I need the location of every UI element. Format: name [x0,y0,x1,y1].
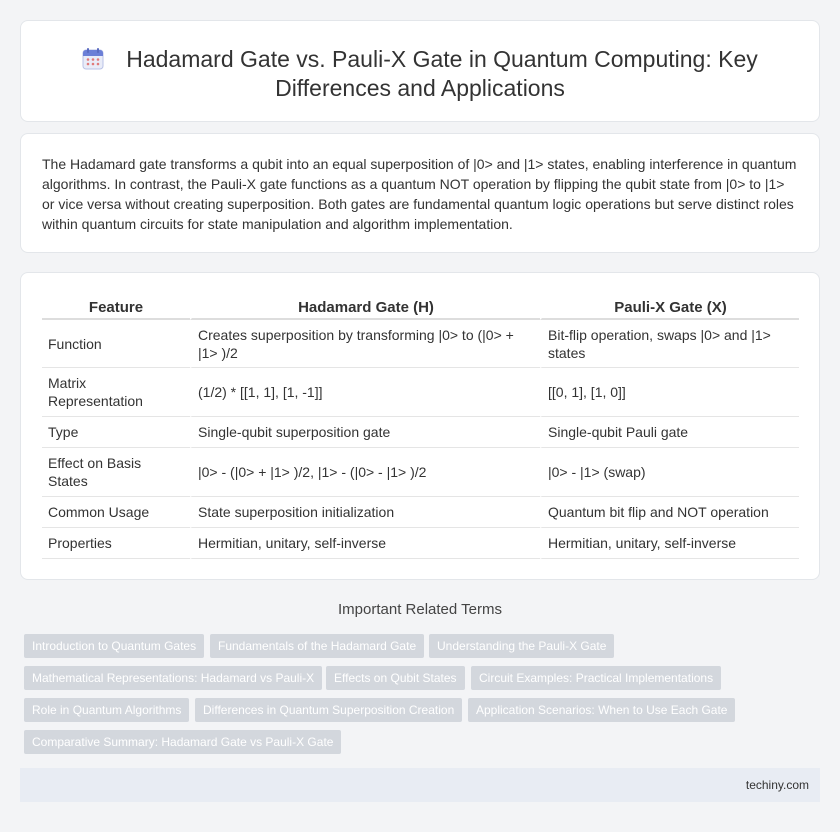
feature-cell: Properties [42,528,190,559]
table-row [42,448,799,497]
related-tag[interactable]: Application Scenarios: When to Use Each Gate [468,698,735,722]
title-line-1: Hadamard Gate vs. Pauli-X Gate in Quantum Computing: Key [126,46,758,72]
pauli-x-cell: Bit-flip operation, swaps |0> and |1> states [540,320,799,368]
pauli-x-cell: [[0, 1], [1, 0]] [540,368,799,417]
footer-site[interactable]: techiny.com [745,778,809,792]
pauli-x-cell: Quantum bit flip and NOT operation [540,497,799,528]
related-tag[interactable]: Effects on Qubit States [326,666,465,690]
comparison-card [20,272,820,580]
related-tag[interactable]: Differences in Quantum Superposition Creation [195,698,462,722]
calendar-icon [82,48,104,70]
intro-paragraph: The Hadamard gate transforms a qubit into an equal superposition of |0> and |1> states, enabling interference in quantum algorithms. In contrast, the Pauli-X gate functions as a quantum NOT operation by flipping the qubit state from |0> to |1> or vice versa without creating superposition. Both gates are fundamental quantum logic operations but serve distinct roles within quantum circuits for state manipulation and algorithm implementation. [42,156,797,232]
table-row [42,497,799,528]
hadamard-cell: Single-qubit superposition gate [190,417,540,448]
footer [20,768,820,802]
related-tag[interactable]: Circuit Examples: Practical Implementations [471,666,721,690]
header-feature: Feature [42,293,190,320]
table-row [42,320,799,368]
pauli-x-cell: Single-qubit Pauli gate [540,417,799,448]
table-row [42,368,799,417]
page-title [21,45,819,103]
related-tag[interactable]: Role in Quantum Algorithms [24,698,189,722]
table-row [42,528,799,559]
related-tag[interactable]: Comparative Summary: Hadamard Gate vs Pauli-X Gate [24,730,341,754]
hadamard-cell: (1/2) * [[1, 1], [1, -1]] [190,368,540,417]
feature-cell: Common Usage [42,497,190,528]
feature-cell: Type [42,417,190,448]
related-tag[interactable]: Understanding the Pauli-X Gate [429,634,614,658]
title-line-2: Differences and Applications [275,75,565,101]
comparison-table [42,293,799,559]
related-tag[interactable]: Fundamentals of the Hadamard Gate [210,634,424,658]
feature-cell: Matrix Representation [42,368,190,417]
pauli-x-cell: Hermitian, unitary, self-inverse [540,528,799,559]
related-tag[interactable]: Introduction to Quantum Gates [24,634,204,658]
title-card [20,20,820,122]
feature-cell: Function [42,320,190,368]
related-tag[interactable]: Mathematical Representations: Hadamard vs Pauli-X [24,666,322,690]
hadamard-cell: Hermitian, unitary, self-inverse [190,528,540,559]
pauli-x-cell: |0> - |1> (swap) [540,448,799,497]
header-pauli-x: Pauli-X Gate (X) [540,293,799,320]
hadamard-cell: Creates superposition by transforming |0> to (|0> + |1> )/2 [190,320,540,368]
hadamard-cell: State superposition initialization [190,497,540,528]
table-row [42,417,799,448]
table-header-row [42,293,799,320]
header-hadamard: Hadamard Gate (H) [190,293,540,320]
related-terms-title: Important Related Terms [338,601,502,618]
hadamard-cell: |0> - (|0> + |1> )/2, |1> - (|0> - |1> )/2 [190,448,540,497]
feature-cell: Effect on Basis States [42,448,190,497]
intro-card [20,133,820,253]
